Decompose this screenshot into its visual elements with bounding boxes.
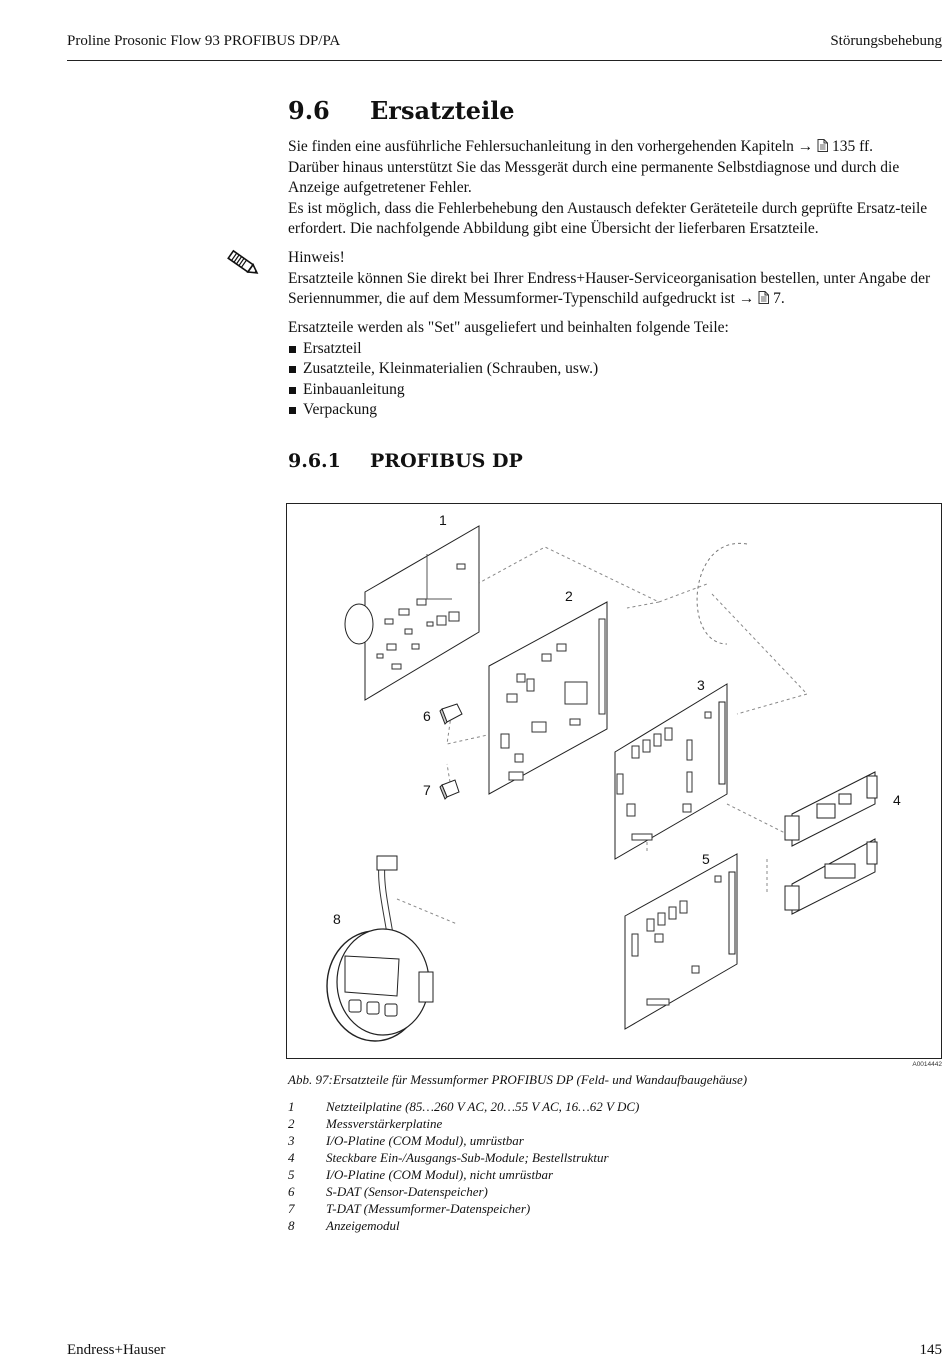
set-items-list (288, 339, 942, 421)
list-item (288, 400, 942, 421)
legend-text: Steckbare Ein-/Ausgangs-Sub-Module; Bestellstruktur (326, 1150, 609, 1165)
legend-number: 6 (288, 1184, 295, 1199)
legend-item (288, 1166, 639, 1183)
figure-label-7: 7 (423, 782, 431, 798)
intro-text-cont: Darüber hinaus unterstützt Sie das Messgerät durch eine permanente Selbstdiagnose und durch die Anzeige aufgetretener Fehler. (288, 158, 900, 196)
subsection-number: 9.6.1 (288, 450, 341, 472)
list-item-text: Ersatzteil (303, 339, 362, 357)
subsection-title: PROFIBUS DP (370, 450, 523, 472)
legend-number: 3 (288, 1133, 295, 1148)
legend-item (288, 1098, 639, 1115)
note-heading: Hinweis! (288, 249, 345, 266)
header-divider (67, 60, 942, 61)
footer-brand: Endress+Hauser (67, 1342, 166, 1358)
page-ref-icon (758, 290, 773, 307)
figure-legend (288, 1098, 639, 1234)
figure-label-2: 2 (565, 588, 573, 604)
set-intro: Ersatzteile werden als "Set" ausgeliefert und beinhalten folgende Teile: (288, 319, 729, 336)
list-item-text: Verpackung (303, 401, 378, 418)
legend-number: 7 (288, 1201, 295, 1216)
list-item-text: Zusatzteile, Kleinmaterialien (Schrauben, usw.) (303, 360, 599, 377)
bullet-square-icon (289, 387, 296, 394)
intro-paragraph-2: Es ist möglich, dass die Fehlerbehebung den Austausch defekter Geräteteile durch geprüfte Ersatz-teile erfordert. Die nachfolgende Abbildung gibt eine Übersicht der lieferbaren Ersatzteile. (288, 199, 928, 237)
figure-label-5: 5 (702, 851, 710, 867)
list-item-text: Einbauanleitung (303, 380, 405, 398)
spare-parts-figure (286, 503, 942, 1059)
legend-item (288, 1115, 639, 1132)
legend-number: 1 (288, 1099, 295, 1114)
figure-label-1: 1 (439, 512, 447, 528)
list-item (288, 339, 942, 360)
legend-number: 4 (288, 1150, 295, 1165)
subsection-heading (288, 450, 523, 472)
legend-item (288, 1149, 639, 1166)
legend-item (288, 1132, 639, 1149)
legend-text: Messverstärkerplatine (326, 1116, 443, 1131)
intro-text: Sie finden eine ausführliche Fehlersuchanleitung in den vorhergehenden Kapiteln (288, 138, 794, 155)
intro-paragraph-1 (288, 137, 942, 199)
figure-code: A0014442 (912, 1061, 942, 1068)
bullet-square-icon (289, 366, 296, 373)
note-body: Ersatzteile können Sie direkt bei Ihrer Endress+Hauser-Serviceorganisation bestellen, unter Angabe der Seriennummer, die auf dem Messumformer-Typenschild aufgedruckt ist (288, 269, 931, 307)
figure-caption (288, 1072, 747, 1088)
legend-text: S-DAT (Sensor-Datenspeicher) (326, 1184, 488, 1199)
arrow-right-icon: → (797, 138, 814, 155)
figure-label-8: 8 (333, 911, 341, 927)
legend-item (288, 1200, 639, 1217)
intro-block (288, 137, 942, 240)
legend-text: Anzeigemodul (326, 1218, 400, 1233)
legend-number: 8 (288, 1218, 295, 1233)
list-item (288, 359, 942, 380)
figure-label-4: 4 (893, 792, 901, 808)
figure-label-6: 6 (423, 708, 431, 724)
legend-item (288, 1217, 639, 1234)
page-number: 145 (919, 1342, 942, 1358)
note-text (288, 269, 942, 310)
running-header-title: Proline Prosonic Flow 93 PROFIBUS DP/PA (67, 33, 341, 49)
arrow-right-icon: → (738, 290, 755, 307)
figure-label-3: 3 (697, 677, 705, 693)
bullet-square-icon (289, 346, 296, 353)
legend-text: I/O-Platine (COM Modul), umrüstbar (326, 1133, 524, 1148)
section-heading (288, 96, 515, 125)
set-block (288, 318, 942, 421)
list-item (288, 380, 942, 401)
legend-number: 5 (288, 1167, 295, 1182)
note-block (288, 248, 942, 310)
section-title: Ersatzteile (370, 96, 515, 125)
running-header-chapter: Störungsbehebung (830, 33, 942, 49)
caption-text: Ersatzteile für Messumformer PROFIBUS DP (Feld- und Wandaufbaugehäuse) (333, 1072, 748, 1087)
exploded-view-drawing (287, 504, 943, 1060)
page-reference-link[interactable]: 7. (773, 290, 785, 307)
page-ref-icon (817, 138, 832, 155)
legend-text: Netzteilplatine (85…260 V AC, 20…55 V AC, 16…62 V DC) (326, 1099, 640, 1114)
pencil-note-icon (222, 247, 262, 279)
page-reference-link[interactable]: 135 ff. (832, 138, 874, 155)
legend-item (288, 1183, 639, 1200)
caption-label: Abb. 97: (288, 1072, 333, 1087)
bullet-square-icon (289, 407, 296, 414)
legend-text: I/O-Platine (COM Modul), nicht umrüstbar (326, 1167, 554, 1182)
legend-number: 2 (288, 1116, 295, 1131)
section-number: 9.6 (288, 96, 330, 125)
legend-text: T-DAT (Messumformer-Datenspeicher) (326, 1201, 531, 1216)
